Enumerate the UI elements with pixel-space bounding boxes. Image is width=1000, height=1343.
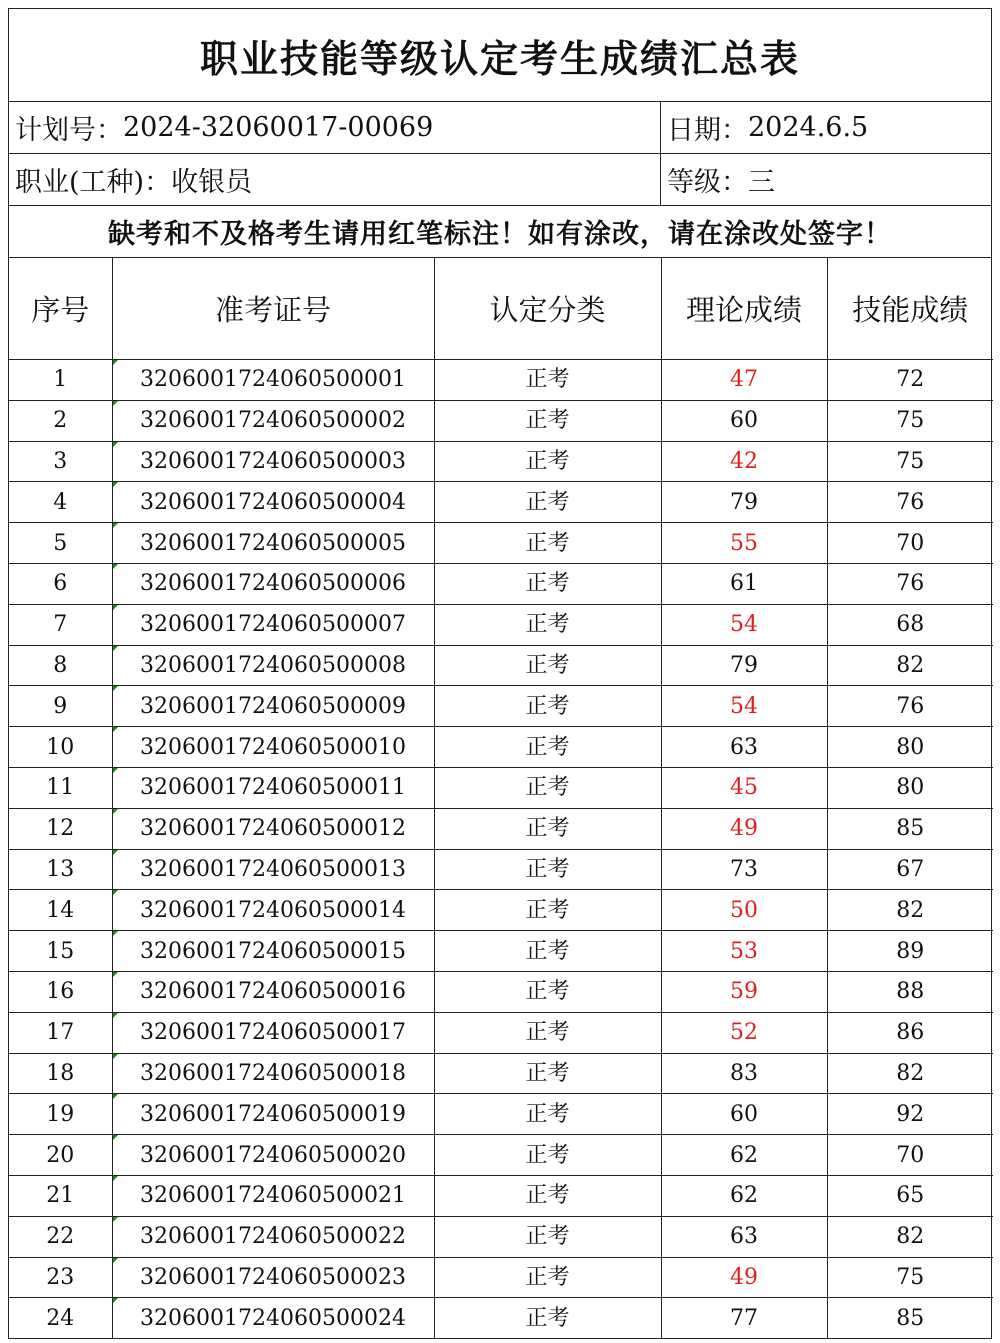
row-ticket-number-cell[interactable]: 3206001724060500018 xyxy=(112,1053,434,1094)
date-value: 2024.6.5 xyxy=(748,112,869,143)
row-ticket-number-cell[interactable]: 3206001724060500017 xyxy=(112,1012,434,1053)
row-seq-cell[interactable]: 6 xyxy=(9,563,112,604)
row-theory-score-cell[interactable]: 77 xyxy=(661,1298,827,1338)
row-ticket-number-cell[interactable]: 3206001724060500020 xyxy=(112,1135,434,1176)
row-theory-score-cell[interactable]: 54 xyxy=(661,604,827,645)
row-seq-cell[interactable]: 8 xyxy=(9,645,112,686)
table-row xyxy=(9,1135,993,1176)
table-row xyxy=(9,931,993,972)
row-theory-score-cell[interactable]: 54 xyxy=(661,686,827,727)
row-seq-cell[interactable]: 9 xyxy=(9,686,112,727)
row-theory-score-cell[interactable]: 49 xyxy=(661,808,827,849)
row-skill-score-cell[interactable]: 75 xyxy=(827,441,993,482)
row-skill-score-cell[interactable]: 72 xyxy=(827,360,993,401)
row-theory-score-cell[interactable]: 63 xyxy=(661,1216,827,1257)
row-category-cell[interactable]: 正考 xyxy=(434,808,661,849)
header-seq[interactable]: 序号 xyxy=(9,258,112,360)
row-ticket-number-cell[interactable]: 3206001724060500022 xyxy=(112,1216,434,1257)
row-skill-score-cell[interactable]: 68 xyxy=(827,604,993,645)
header-skill-score[interactable]: 技能成绩 xyxy=(827,258,993,360)
row-skill-score-cell[interactable]: 65 xyxy=(827,1175,993,1216)
row-category-cell[interactable]: 正考 xyxy=(434,400,661,441)
row-skill-score-cell[interactable]: 88 xyxy=(827,971,993,1012)
row-ticket-number-cell[interactable]: 3206001724060500019 xyxy=(112,1094,434,1135)
row-category-cell[interactable]: 正考 xyxy=(434,441,661,482)
row-skill-score-cell[interactable]: 82 xyxy=(827,645,993,686)
table-row xyxy=(9,1053,993,1094)
row-category-cell[interactable]: 正考 xyxy=(434,890,661,931)
row-skill-score-cell[interactable]: 89 xyxy=(827,931,993,972)
text-format-flag-icon xyxy=(113,809,118,814)
row-theory-score-cell[interactable]: 61 xyxy=(661,563,827,604)
table-row xyxy=(9,727,993,768)
table-row xyxy=(9,400,993,441)
table-row xyxy=(9,1012,993,1053)
text-format-flag-icon xyxy=(113,768,118,773)
table-row xyxy=(9,890,993,931)
row-category-cell[interactable]: 正考 xyxy=(434,482,661,523)
row-seq-cell[interactable]: 17 xyxy=(9,1012,112,1053)
table-row xyxy=(9,645,993,686)
text-format-flag-icon xyxy=(113,1217,118,1222)
plan-number-value: 2024-32060017-00069 xyxy=(123,112,434,143)
row-theory-score-cell[interactable]: 50 xyxy=(661,890,827,931)
row-ticket-number-cell[interactable]: 3206001724060500021 xyxy=(112,1175,434,1216)
table-row xyxy=(9,686,993,727)
occupation-label: 职业(工种)： xyxy=(15,167,172,198)
row-category-cell[interactable]: 正考 xyxy=(434,727,661,768)
table-row xyxy=(9,1298,993,1338)
row-seq-cell[interactable]: 20 xyxy=(9,1135,112,1176)
row-ticket-number-cell[interactable]: 3206001724060500007 xyxy=(112,604,434,645)
row-theory-score-cell[interactable]: 47 xyxy=(661,360,827,401)
row-skill-score-cell[interactable]: 76 xyxy=(827,563,993,604)
row-theory-score-cell[interactable]: 53 xyxy=(661,931,827,972)
row-skill-score-cell[interactable]: 67 xyxy=(827,849,993,890)
header-category[interactable]: 认定分类 xyxy=(434,258,661,360)
notice-banner: 缺考和不及格考生请用红笔标注！如有涂改，请在涂改处签字！ xyxy=(9,206,991,258)
row-theory-score-cell[interactable]: 55 xyxy=(661,523,827,564)
date-label: 日期： xyxy=(667,115,748,146)
row-theory-score-cell[interactable]: 52 xyxy=(661,1012,827,1053)
table-row xyxy=(9,808,993,849)
row-seq-cell[interactable]: 13 xyxy=(9,849,112,890)
row-skill-score-cell[interactable]: 75 xyxy=(827,1257,993,1298)
row-ticket-number-cell[interactable]: 3206001724060500010 xyxy=(112,727,434,768)
row-category-cell[interactable]: 正考 xyxy=(434,849,661,890)
row-skill-score-cell[interactable]: 85 xyxy=(827,808,993,849)
row-seq-cell[interactable]: 19 xyxy=(9,1094,112,1135)
row-skill-score-cell[interactable]: 82 xyxy=(827,1053,993,1094)
row-theory-score-cell[interactable]: 60 xyxy=(661,400,827,441)
row-skill-score-cell[interactable]: 76 xyxy=(827,686,993,727)
row-seq-cell[interactable]: 24 xyxy=(9,1298,112,1338)
row-seq-cell[interactable]: 16 xyxy=(9,971,112,1012)
row-category-cell[interactable]: 正考 xyxy=(434,931,661,972)
text-format-flag-icon xyxy=(113,972,118,977)
row-category-cell[interactable]: 正考 xyxy=(434,645,661,686)
text-format-flag-icon xyxy=(113,1013,118,1018)
row-skill-score-cell[interactable]: 75 xyxy=(827,400,993,441)
row-seq-cell[interactable]: 5 xyxy=(9,523,112,564)
row-seq-cell[interactable]: 3 xyxy=(9,441,112,482)
info-row-plan-date xyxy=(9,102,991,154)
row-category-cell[interactable]: 正考 xyxy=(434,604,661,645)
text-format-flag-icon xyxy=(113,1054,118,1059)
row-ticket-number-cell[interactable]: 3206001724060500006 xyxy=(112,563,434,604)
row-ticket-number-cell[interactable]: 3206001724060500004 xyxy=(112,482,434,523)
row-category-cell[interactable]: 正考 xyxy=(434,1094,661,1135)
row-category-cell[interactable]: 正考 xyxy=(434,1216,661,1257)
text-format-flag-icon xyxy=(113,727,118,732)
text-format-flag-icon xyxy=(113,482,118,487)
row-theory-score-cell[interactable]: 79 xyxy=(661,482,827,523)
row-ticket-number-cell[interactable]: 3206001724060500014 xyxy=(112,890,434,931)
row-ticket-number-cell[interactable]: 3206001724060500015 xyxy=(112,931,434,972)
row-theory-score-cell[interactable]: 62 xyxy=(661,1175,827,1216)
table-row xyxy=(9,604,993,645)
table-row xyxy=(9,482,993,523)
info-row-occupation-level xyxy=(9,154,991,206)
table-row xyxy=(9,767,993,808)
header-theory-score[interactable]: 理论成绩 xyxy=(661,258,827,360)
row-skill-score-cell[interactable]: 70 xyxy=(827,1135,993,1176)
table-row xyxy=(9,849,993,890)
row-seq-cell[interactable]: 18 xyxy=(9,1053,112,1094)
date-cell[interactable] xyxy=(661,102,991,153)
table-row xyxy=(9,360,993,401)
row-ticket-number-cell[interactable]: 3206001724060500011 xyxy=(112,767,434,808)
row-skill-score-cell[interactable]: 82 xyxy=(827,1216,993,1257)
text-format-flag-icon xyxy=(113,442,118,447)
table-row xyxy=(9,971,993,1012)
level-label: 等级： xyxy=(667,167,748,198)
text-format-flag-icon xyxy=(113,931,118,936)
row-theory-score-cell[interactable]: 63 xyxy=(661,727,827,768)
table-row xyxy=(9,523,993,564)
row-category-cell[interactable]: 正考 xyxy=(434,1298,661,1338)
row-seq-cell[interactable]: 15 xyxy=(9,931,112,972)
row-theory-score-cell[interactable]: 42 xyxy=(661,441,827,482)
plan-number-label: 计划号： xyxy=(15,115,123,146)
row-theory-score-cell[interactable]: 59 xyxy=(661,971,827,1012)
table-row xyxy=(9,1175,993,1216)
row-seq-cell[interactable]: 1 xyxy=(9,360,112,401)
row-category-cell[interactable]: 正考 xyxy=(434,1053,661,1094)
row-seq-cell[interactable]: 21 xyxy=(9,1175,112,1216)
row-category-cell[interactable]: 正考 xyxy=(434,686,661,727)
text-format-flag-icon xyxy=(113,890,118,895)
level-value: 三 xyxy=(748,167,775,198)
row-theory-score-cell[interactable]: 49 xyxy=(661,1257,827,1298)
table-row xyxy=(9,563,993,604)
row-theory-score-cell[interactable]: 73 xyxy=(661,849,827,890)
text-format-flag-icon xyxy=(113,401,118,406)
row-seq-cell[interactable]: 12 xyxy=(9,808,112,849)
occupation-cell[interactable] xyxy=(9,154,661,205)
row-category-cell[interactable]: 正考 xyxy=(434,523,661,564)
row-skill-score-cell[interactable]: 76 xyxy=(827,482,993,523)
header-ticket-number[interactable]: 准考证号 xyxy=(112,258,434,360)
row-ticket-number-cell[interactable]: 3206001724060500016 xyxy=(112,971,434,1012)
row-category-cell[interactable]: 正考 xyxy=(434,971,661,1012)
text-format-flag-icon xyxy=(113,646,118,651)
row-category-cell[interactable]: 正考 xyxy=(434,563,661,604)
sheet-title: 职业技能等级认定考生成绩汇总表 xyxy=(9,9,991,102)
score-table xyxy=(9,258,993,1338)
text-format-flag-icon xyxy=(113,850,118,855)
text-format-flag-icon xyxy=(113,686,118,691)
text-format-flag-icon xyxy=(113,523,118,528)
row-theory-score-cell[interactable]: 83 xyxy=(661,1053,827,1094)
row-category-cell[interactable]: 正考 xyxy=(434,360,661,401)
row-ticket-number-cell[interactable]: 3206001724060500001 xyxy=(112,360,434,401)
row-theory-score-cell[interactable]: 79 xyxy=(661,645,827,686)
text-format-flag-icon xyxy=(113,564,118,569)
row-ticket-number-cell[interactable]: 3206001724060500003 xyxy=(112,441,434,482)
text-format-flag-icon xyxy=(113,605,118,610)
row-seq-cell[interactable]: 14 xyxy=(9,890,112,931)
row-seq-cell[interactable]: 4 xyxy=(9,482,112,523)
score-table-body xyxy=(9,360,993,1339)
row-ticket-number-cell[interactable]: 3206001724060500002 xyxy=(112,400,434,441)
row-skill-score-cell[interactable]: 70 xyxy=(827,523,993,564)
row-category-cell[interactable]: 正考 xyxy=(434,1257,661,1298)
row-seq-cell[interactable]: 11 xyxy=(9,767,112,808)
text-format-flag-icon xyxy=(113,1258,118,1263)
plan-number-cell[interactable] xyxy=(9,102,661,153)
text-format-flag-icon xyxy=(113,1135,118,1140)
row-ticket-number-cell[interactable]: 3206001724060500012 xyxy=(112,808,434,849)
table-row xyxy=(9,1216,993,1257)
row-skill-score-cell[interactable]: 86 xyxy=(827,1012,993,1053)
row-skill-score-cell[interactable]: 80 xyxy=(827,727,993,768)
text-format-flag-icon xyxy=(113,1176,118,1181)
row-category-cell[interactable]: 正考 xyxy=(434,767,661,808)
row-ticket-number-cell[interactable]: 3206001724060500013 xyxy=(112,849,434,890)
row-seq-cell[interactable]: 2 xyxy=(9,400,112,441)
row-ticket-number-cell[interactable]: 3206001724060500024 xyxy=(112,1298,434,1338)
row-ticket-number-cell[interactable]: 3206001724060500005 xyxy=(112,523,434,564)
row-ticket-number-cell[interactable]: 3206001724060500009 xyxy=(112,686,434,727)
row-ticket-number-cell[interactable]: 3206001724060500008 xyxy=(112,645,434,686)
row-category-cell[interactable]: 正考 xyxy=(434,1012,661,1053)
row-theory-score-cell[interactable]: 62 xyxy=(661,1135,827,1176)
row-category-cell[interactable]: 正考 xyxy=(434,1135,661,1176)
row-skill-score-cell[interactable]: 85 xyxy=(896,1305,925,1331)
row-theory-score-cell[interactable]: 45 xyxy=(661,767,827,808)
row-category-cell[interactable]: 正考 xyxy=(434,1175,661,1216)
text-format-flag-icon xyxy=(113,360,118,365)
row-seq-cell[interactable]: 7 xyxy=(9,604,112,645)
text-format-flag-icon xyxy=(113,1094,118,1099)
text-format-flag-icon xyxy=(113,1298,118,1303)
row-skill-score-cell[interactable]: 82 xyxy=(827,890,993,931)
score-sheet xyxy=(8,8,992,1339)
occupation-value: 收银员 xyxy=(171,167,253,198)
row-seq-cell[interactable]: 23 xyxy=(9,1257,112,1298)
row-theory-score-cell[interactable]: 60 xyxy=(661,1094,827,1135)
table-row xyxy=(9,1257,993,1298)
table-row xyxy=(9,1094,993,1135)
row-skill-score-cell[interactable]: 80 xyxy=(827,767,993,808)
level-cell[interactable] xyxy=(661,154,991,205)
row-skill-score-cell[interactable]: 92 xyxy=(827,1094,993,1135)
row-ticket-number-cell[interactable]: 3206001724060500023 xyxy=(112,1257,434,1298)
row-seq-cell[interactable]: 10 xyxy=(9,727,112,768)
table-header-row xyxy=(9,258,993,360)
row-seq-cell[interactable]: 22 xyxy=(9,1216,112,1257)
table-row xyxy=(9,441,993,482)
